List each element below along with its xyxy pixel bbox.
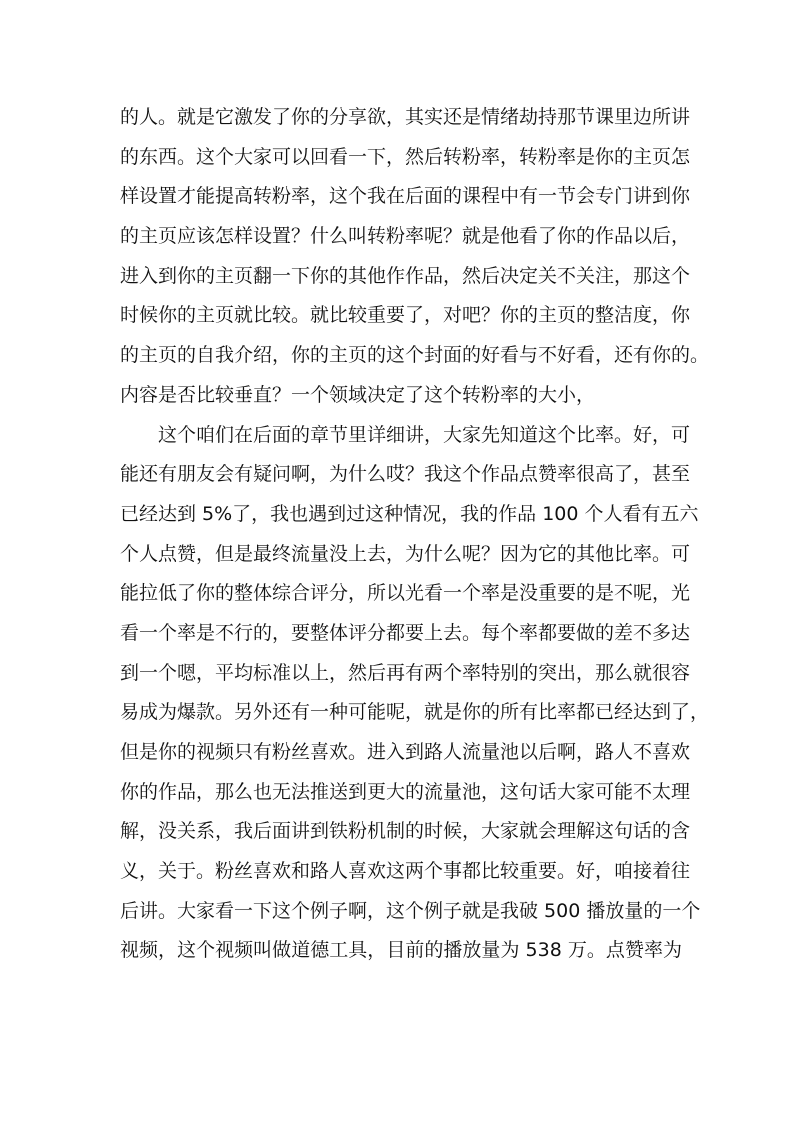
text-line: 的人。就是它激发了你的分享欲，其实还是情绪劫持那节课里边所讲 [120, 106, 691, 128]
text-line: 后讲。大家看一下这个例子啊，这个例子就是我破 500 播放量的一个 [120, 899, 701, 922]
document-text [120, 98, 710, 971]
text-line: 进入到你的主页翻一下你的其他作作品，然后决定关不关注，那这个 [120, 264, 691, 287]
text-line: 视频，这个视频叫做道德工具，目前的播放量为 538 万。点赞率为 [120, 939, 682, 962]
text-line: 时候你的主页就比较。就比较重要了，对吧？你的主页的整洁度，你 [120, 304, 691, 327]
paragraph-2 [120, 416, 710, 972]
text-line: 的东西。这个大家可以回看一下，然后转粉率，转粉率是你的主页怎 [120, 145, 691, 168]
text-line: 的主页应该怎样设置？什么叫转粉率呢？就是他看了你的作品以后， [120, 225, 691, 248]
text-line: 的主页的自我介绍，你的主页的这个封面的好看与不好看，还有你的。 [120, 344, 710, 367]
text-line: 你的作品，那么也无法推送到更大的流量池，这句话大家可能不太理 [120, 780, 691, 803]
text-line: 易成为爆款。另外还有一种可能呢，就是你的所有比率都已经达到了， [120, 701, 710, 724]
text-line: 义，关于。粉丝喜欢和路人喜欢这两个事都比较重要。好，咱接着往 [120, 860, 691, 883]
text-line: 个人点赞，但是最终流量没上去，为什么呢？因为它的其他比率。可 [120, 542, 691, 565]
text-line: 能拉低了你的整体综合评分，所以光看一个率是没重要的是不呢，光 [120, 582, 691, 605]
text-line: 已经达到 5%了，我也遇到过这种情况，我的作品 100 个人看有五六 [120, 502, 699, 525]
text-line: 这个咱们在后面的章节里详细讲，大家先知道这个比率。好，可 [158, 423, 691, 446]
text-line: 能还有朋友会有疑问啊，为什么哎？我这个作品点赞率很高了，甚至 [120, 463, 691, 486]
text-line: 样设置才能提高转粉率，这个我在后面的课程中有一节会专门讲到你 [120, 185, 691, 208]
text-line: 内容是否比较垂直？一个领域决定了这个转粉率的大小， [120, 383, 596, 406]
paragraph-1 [120, 98, 710, 416]
text-line: 到一个嗯，平均标准以上，然后再有两个率特别的突出，那么就很容 [120, 661, 691, 684]
text-line: 解，没关系，我后面讲到铁粉机制的时候，大家就会理解这句话的含 [120, 820, 691, 843]
text-line: 但是你的视频只有粉丝喜欢。进入到路人流量池以后啊，路人不喜欢 [120, 741, 691, 763]
text-line: 看一个率是不行的，要整体评分都要上去。每个率都要做的差不多达 [120, 621, 691, 644]
